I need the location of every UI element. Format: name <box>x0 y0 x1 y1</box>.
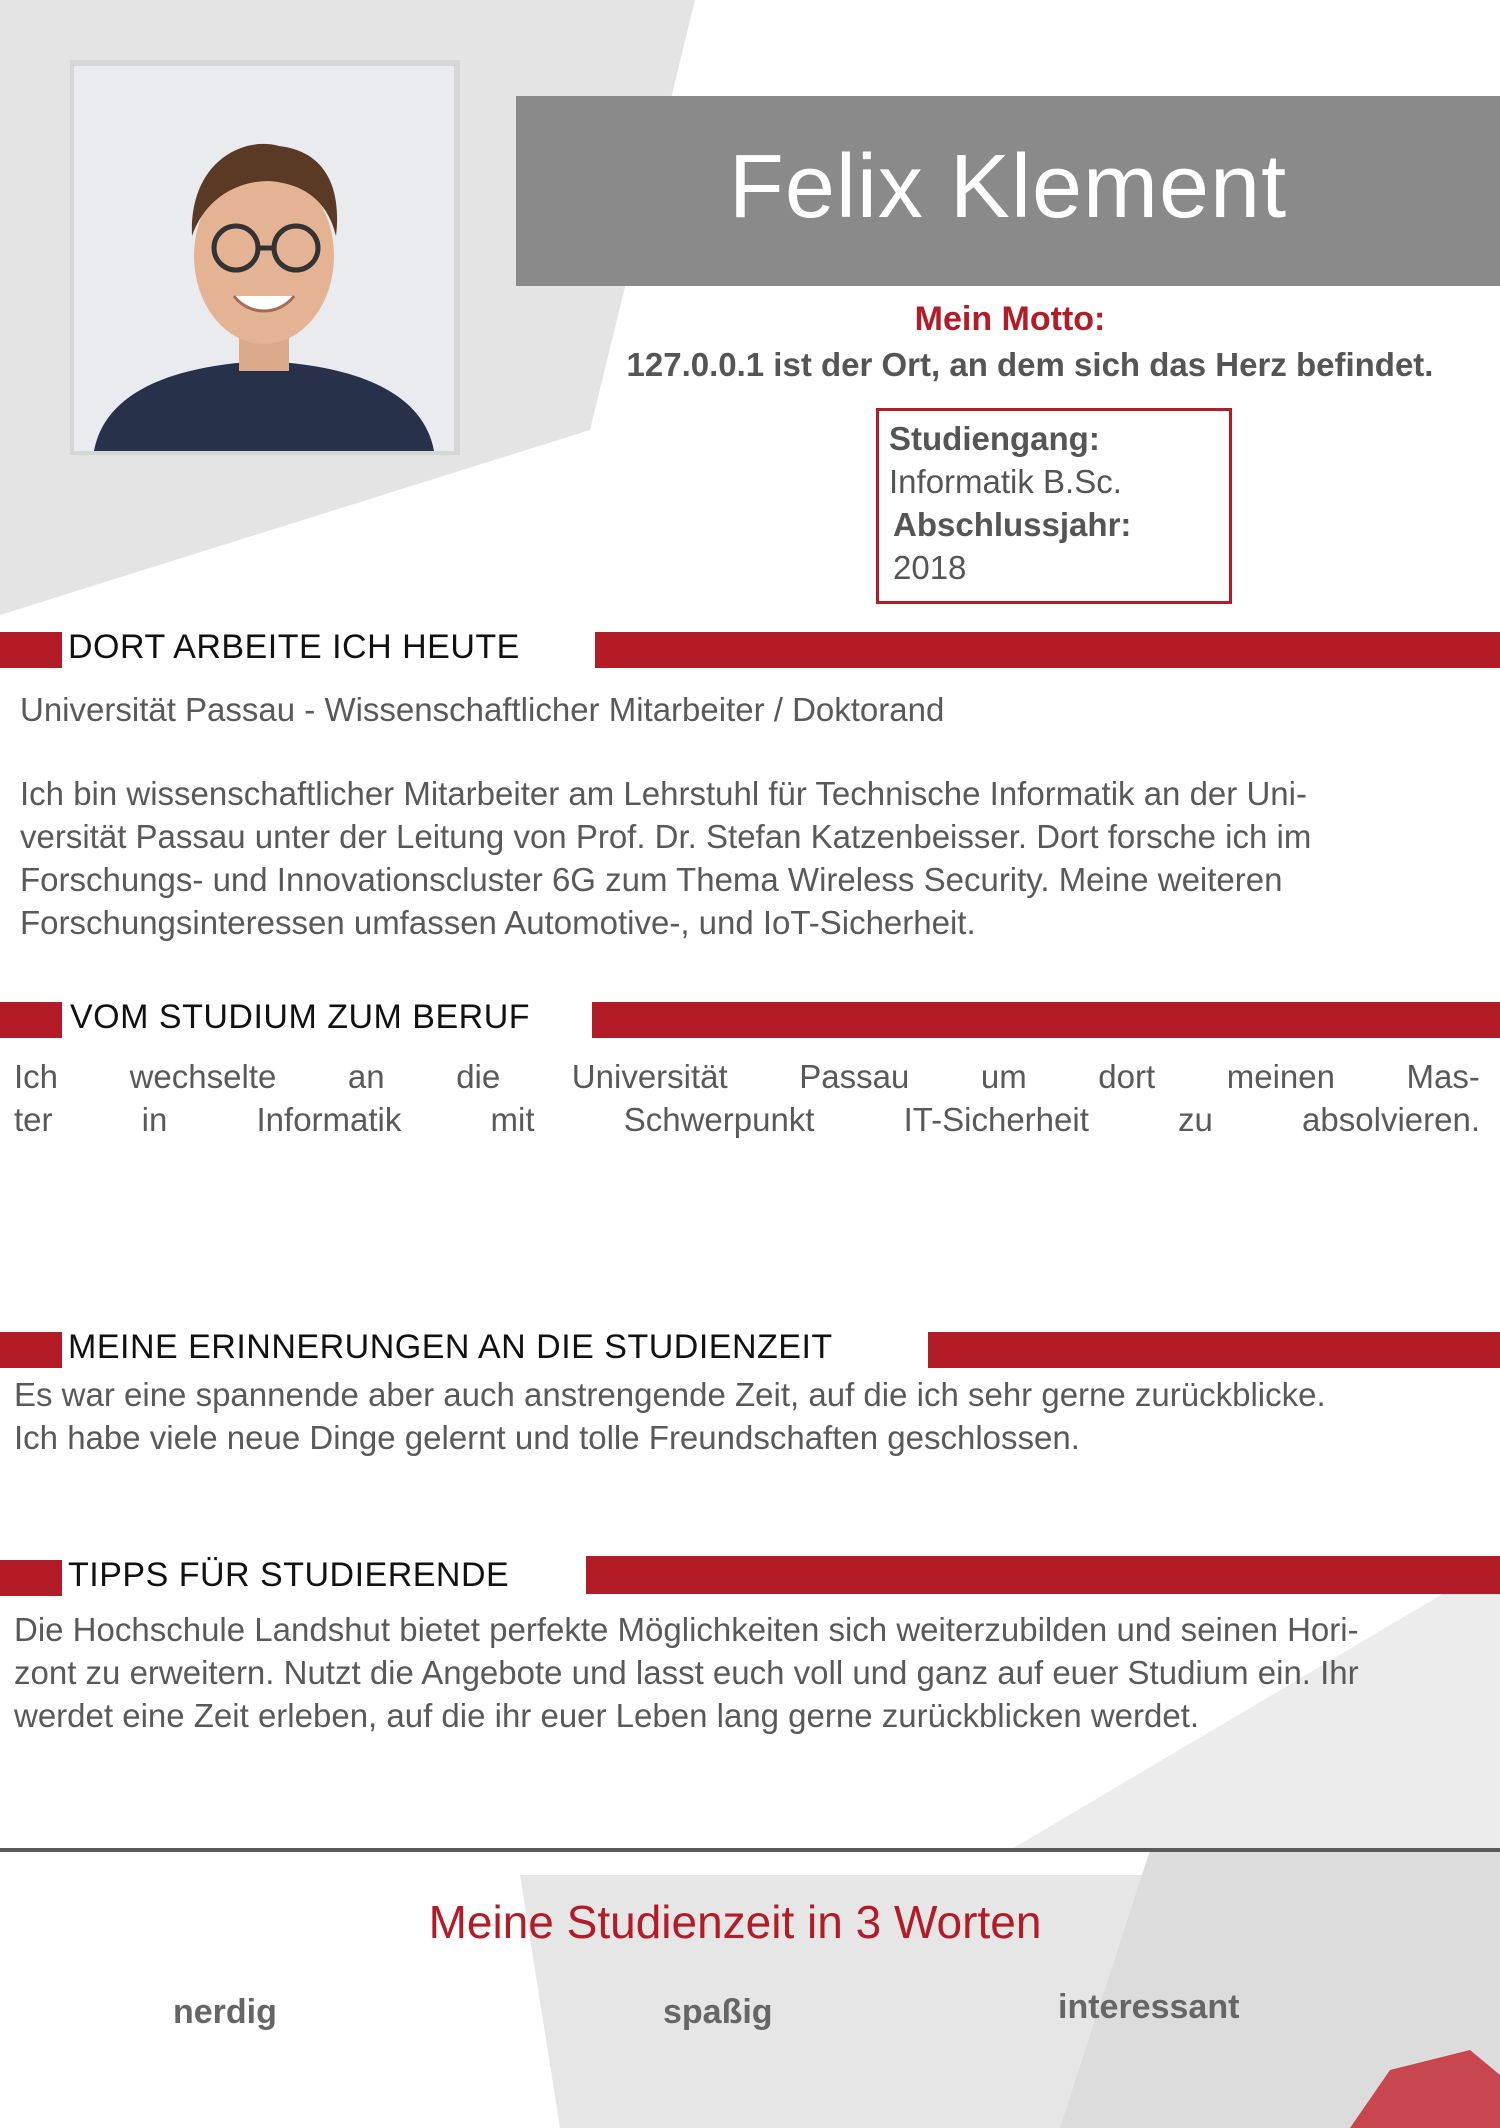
section-bar <box>595 632 1500 668</box>
text-line: werdet eine Zeit erleben, auf die ihr euer Leben lang gerne zurückblicken werdet. <box>14 1697 1200 1734</box>
section-bar <box>928 1332 1500 1368</box>
section-heading-memories: MEINE ERINNERUNGEN AN DIE STUDIENZEIT <box>68 1328 833 1366</box>
section-heading-tips: TIPPS FÜR STUDIERENDE <box>68 1556 510 1594</box>
word: Passau <box>799 1058 910 1095</box>
word: Ich <box>14 1058 59 1095</box>
word-3: interessant <box>1058 1988 1240 2026</box>
section-bar <box>592 1002 1500 1038</box>
career-text <box>14 1055 1480 1141</box>
section-marker <box>0 632 62 668</box>
motto-label: Mein Motto: <box>914 300 1106 338</box>
word-2: spaßig <box>663 1993 773 2031</box>
study-label: Studiengang: <box>889 420 1100 457</box>
three-words-title: Meine Studienzeit in 3 Worten <box>428 1896 1042 1948</box>
section-marker <box>0 1002 62 1038</box>
word-1: nerdig <box>173 1993 277 2031</box>
word: Mas- <box>1406 1058 1480 1095</box>
word: meinen <box>1226 1058 1335 1095</box>
study-info-box <box>876 408 1232 604</box>
word: Universität <box>571 1058 728 1095</box>
current-position: Universität Passau - Wissenschaftlicher Mitarbeiter / Doktorand <box>20 691 945 728</box>
section-heading-work: DORT ARBEITE ICH HEUTE <box>68 628 520 666</box>
profile-photo <box>74 66 454 451</box>
justified-line <box>14 1098 1480 1141</box>
person-name: Felix Klement <box>728 137 1288 237</box>
word: um <box>980 1058 1027 1095</box>
section-marker <box>0 1560 62 1596</box>
word: Schwerpunkt <box>623 1101 815 1138</box>
text-line: Forschungs- und Innovationscluster 6G zum Thema Wireless Security. Meine weiteren <box>20 861 1283 898</box>
text-line: Ich bin wissenschaftlicher Mitarbeiter am Lehrstuhl für Technische Informatik an der Uni- <box>20 775 1307 812</box>
section-heading-career: VOM STUDIUM ZUM BERUF <box>70 998 531 1036</box>
word: dort <box>1098 1058 1156 1095</box>
word: zu <box>1178 1101 1213 1138</box>
tips-text <box>14 1608 1480 1737</box>
word: wechselte <box>129 1058 277 1095</box>
text-line: Forschungsinteressen umfassen Automotive-, und IoT-Sicherheit. <box>20 904 976 941</box>
section-bar <box>586 1556 1500 1594</box>
name-banner <box>516 96 1500 286</box>
text-line: Die Hochschule Landshut bietet perfekte Möglichkeiten sich weiterzubilden und seinen Hori- <box>14 1611 1359 1648</box>
graduation-year-label: Abschlussjahr: <box>893 506 1132 543</box>
word: in <box>141 1101 168 1138</box>
text-line: Ich habe viele neue Dinge gelernt und tolle Freundschaften geschlossen. <box>14 1419 1080 1456</box>
word: mit <box>490 1101 535 1138</box>
text-line: zont zu erweitern. Nutzt die Angebote und lasst euch voll und ganz auf euer Studium ein. Ihr <box>14 1654 1359 1691</box>
word: Informatik <box>256 1101 402 1138</box>
section-marker <box>0 1332 62 1368</box>
word: absolvieren. <box>1302 1101 1480 1138</box>
justified-line <box>14 1055 1480 1098</box>
work-description <box>20 772 1480 944</box>
word: die <box>456 1058 501 1095</box>
memories-text <box>14 1373 1480 1459</box>
text-line: versität Passau unter der Leitung von Prof. Dr. Stefan Katzenbeisser. Dort forsche ich im <box>20 818 1312 855</box>
graduation-year-value: 2018 <box>893 549 967 586</box>
footer-divider <box>0 1848 1500 1852</box>
text-line: Es war eine spannende aber auch anstrengende Zeit, auf die ich sehr gerne zurückblicke. <box>14 1376 1326 1413</box>
word: an <box>347 1058 385 1095</box>
study-value: Informatik B.Sc. <box>889 463 1122 500</box>
motto-text: 127.0.0.1 ist der Ort, an dem sich das Herz befindet. <box>626 346 1434 383</box>
word: IT-Sicherheit <box>903 1101 1089 1138</box>
word: ter <box>14 1101 53 1138</box>
